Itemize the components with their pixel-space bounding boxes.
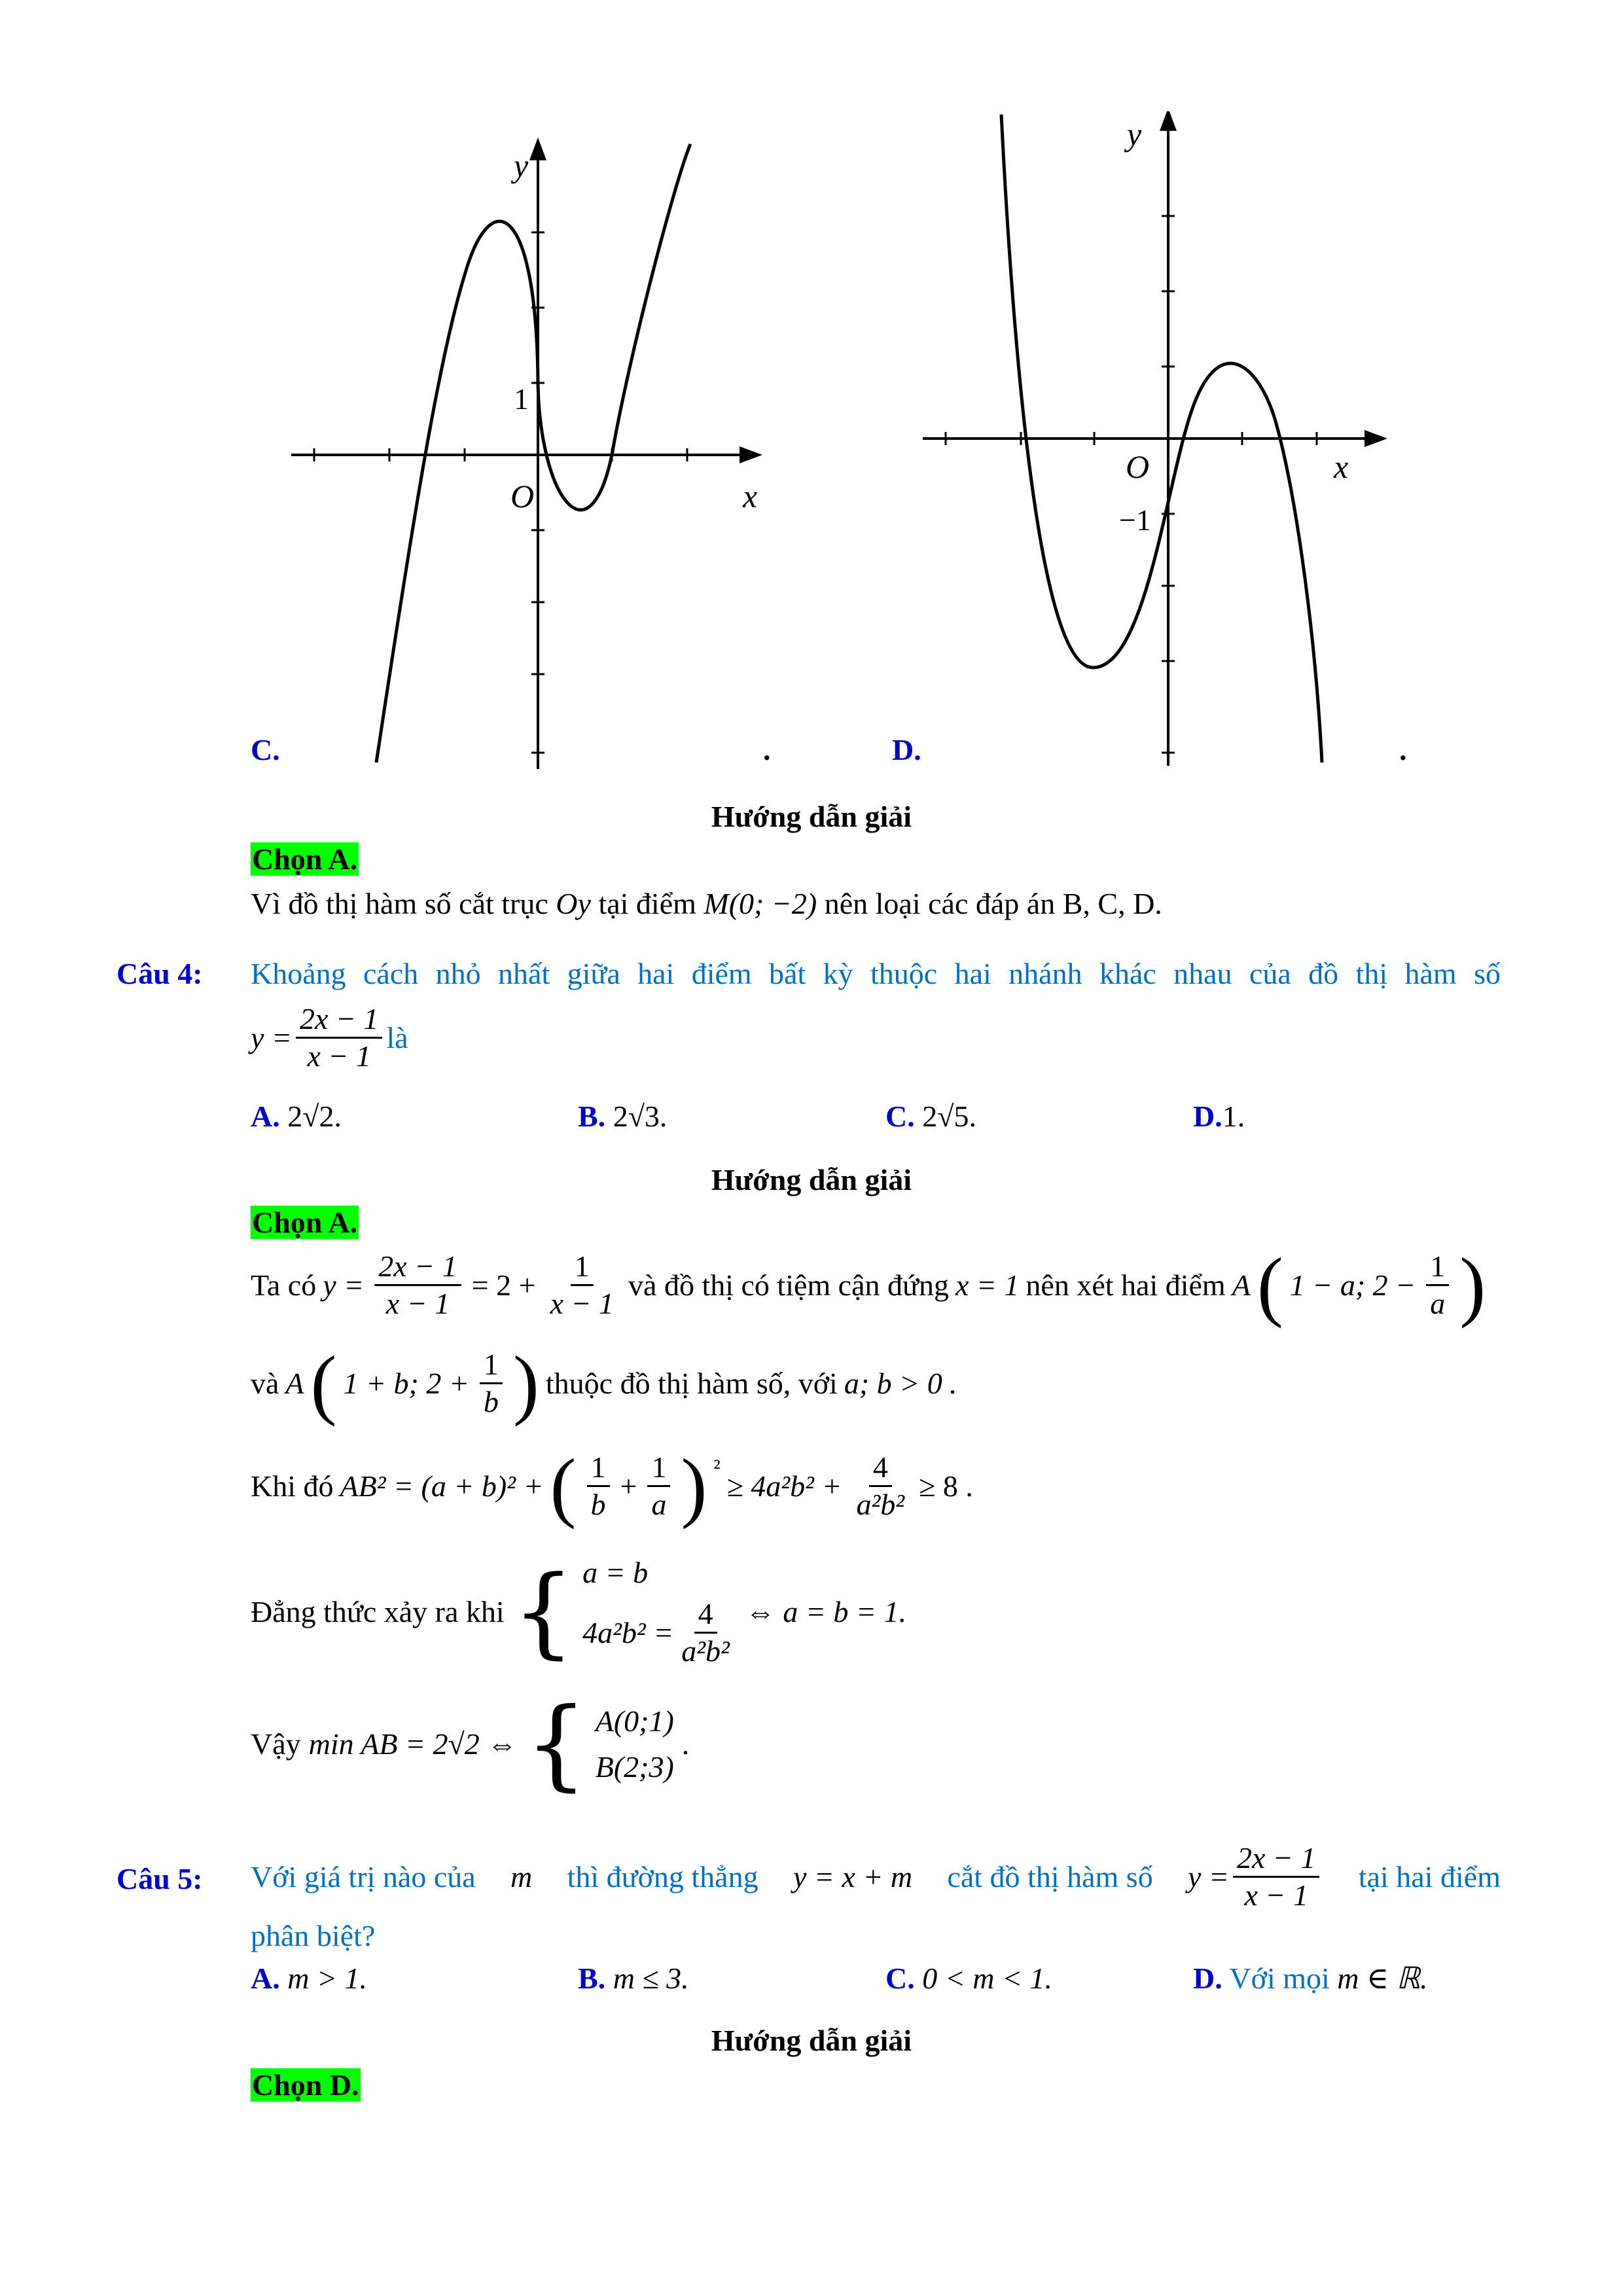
q3-choose-badge: Chọn A.	[252, 842, 358, 876]
q4-solution-line-5: Vậy min AB = 2√2 ⇔ { A(0;1) B(2;3) .	[251, 1687, 690, 1801]
y-axis-label-c: y	[514, 147, 529, 184]
q5-question-line-1: Với giá trị nào của m thì đường thẳng y = x + m cắt đồ thị hàm số y = $\frac{2x - 1}{x - 1}$ tại hai điểm	[251, 1841, 1501, 1912]
x-axis-label-c: x	[743, 478, 758, 514]
tick-neg-one-label-d: −1	[1119, 503, 1151, 537]
q5-solution-heading: Hướng dẫn giải	[711, 2024, 912, 2057]
q5-option-b[interactable]: B. m ≤ 3.	[578, 1962, 689, 1995]
q4-choose-badge: Chọn A.	[252, 1206, 358, 1239]
graph-c	[281, 131, 766, 772]
q5-option-c[interactable]: C. 0 < m < 1.	[885, 1962, 1053, 1995]
q4-option-a[interactable]: A. 2√2.	[251, 1100, 342, 1133]
x-axis-label-d: x	[1334, 448, 1349, 485]
graph-c-period: .	[763, 733, 771, 766]
origin-label-d: O	[1126, 448, 1150, 485]
q4-question: Khoảng cách nhỏ nhất giữa hai điểm bất kỳ thuộc hai nhánh khác nhau của đồ thị hàm số	[251, 957, 1501, 990]
q4-option-b[interactable]: B. 2√3.	[578, 1100, 668, 1133]
q5-choose-badge: Chọn D.	[252, 2068, 359, 2102]
tick-one-label-c: 1	[514, 382, 529, 416]
q3-solution-text: Vì đồ thị hàm số cắt trục Oy tại điểm M(0; −2) nên loại các đáp án B, C, D.	[251, 887, 1162, 920]
q4-solution-heading: Hướng dẫn giải	[711, 1163, 912, 1196]
q5-question-line-2: phân biệt?	[251, 1919, 376, 1952]
q5-option-a[interactable]: A. m > 1.	[251, 1962, 367, 1995]
graph-d-label: D.	[892, 733, 921, 766]
graph-d	[916, 111, 1400, 772]
q5-option-d[interactable]: D. Với mọi m ∈ ℝ.	[1193, 1962, 1428, 1995]
q4-solution-line-3: Khi đó AB² = (a + b)² + ( $\frac{1}{b}$ + $\frac{1}{a}$ ) ² ≥ 4a²b² + $\frac{4}{\text{a²b²}}$ ≥ 8 .	[251, 1442, 973, 1530]
q5-number: Câu 5:	[116, 1862, 203, 1895]
q4-function: y = $\frac{2x - 1}{x - 1}$ là	[251, 1002, 408, 1073]
cubic-curve-c	[376, 144, 690, 762]
q4-solution-line-4: Đẳng thức xảy ra khi { a = b 4a²b² = $\frac{4}{\text{a²b²}}$ ⇔ a = b = 1.	[251, 1554, 906, 1669]
q3-solution-heading: Hướng dẫn giải	[711, 800, 912, 833]
q4-number: Câu 4:	[116, 957, 203, 990]
q4-option-c[interactable]: C. 2√5.	[885, 1100, 976, 1133]
graph-d-period: .	[1399, 733, 1407, 766]
graph-c-label: C.	[251, 733, 280, 766]
origin-label-c: O	[510, 478, 535, 514]
q4-solution-line-1: Ta có y = $\frac{2x - 1}{x - 1}$ = 2 + $\frac{1}{x - 1}$ và đồ thị có tiệm cận đứng x = 1 nên xét hai điểm A ( 1 − a; 2 − $\frac{1}{a}$ )	[251, 1241, 1486, 1329]
q4-option-d[interactable]: D.1.	[1193, 1100, 1245, 1133]
y-axis-label-d: y	[1127, 116, 1142, 152]
q4-solution-line-2: và A ( 1 + b; 2 + $\frac{1}{b}$ ) thuộc đồ thị hàm số, với a; b > 0 .	[251, 1339, 957, 1427]
